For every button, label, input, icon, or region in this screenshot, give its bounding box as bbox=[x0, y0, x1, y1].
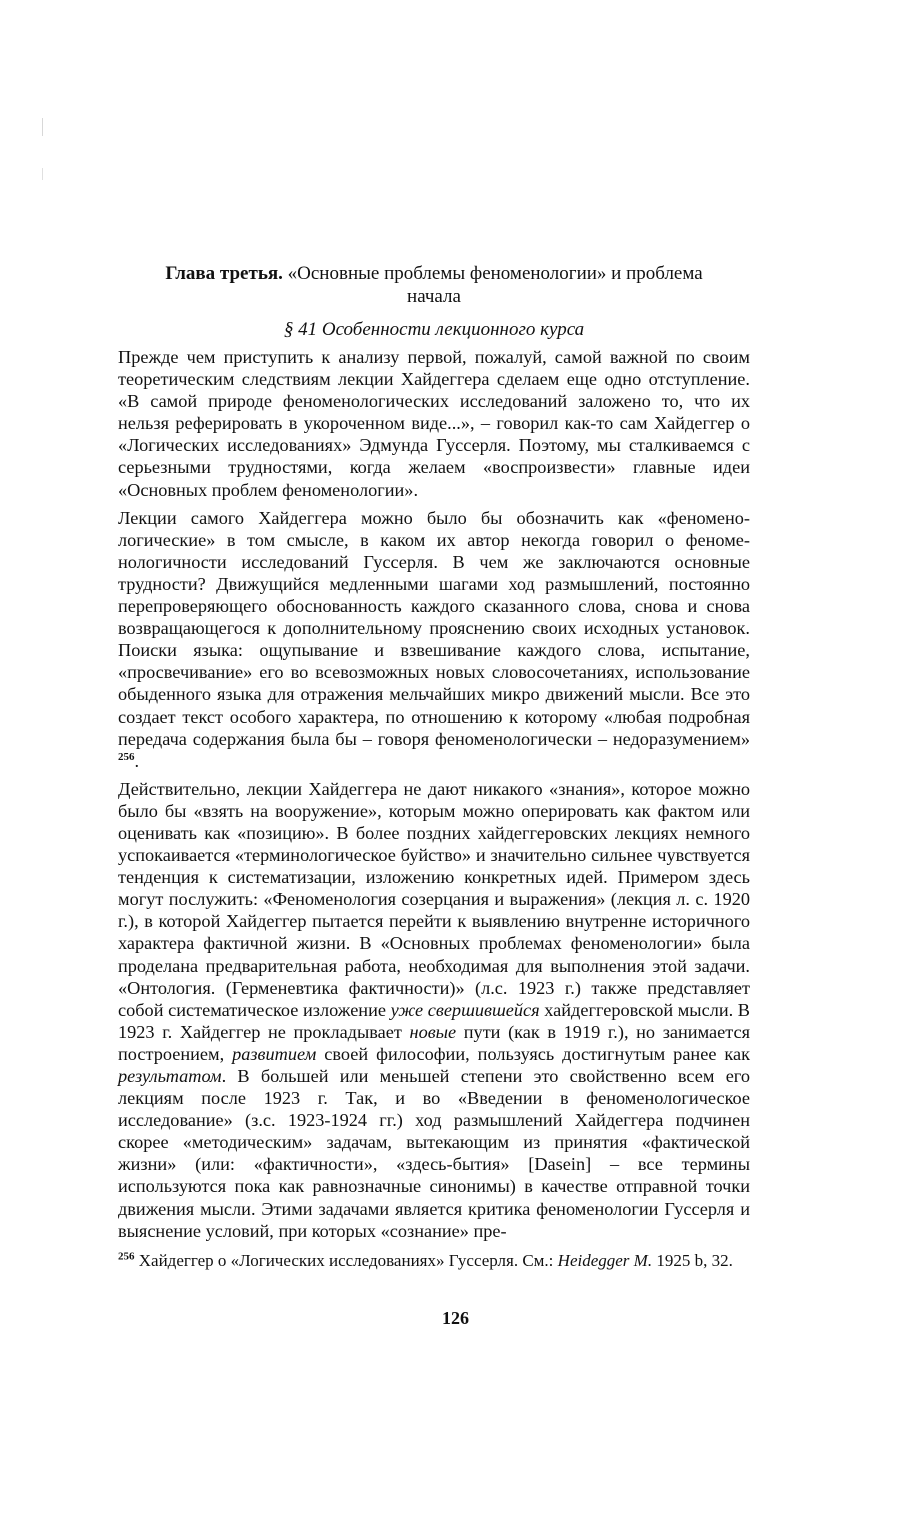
footnote-author: Heidegger M. bbox=[557, 1251, 653, 1270]
chapter-title-text: «Основные проблемы феноменологии» и проблема bbox=[287, 263, 703, 284]
paragraph-text: пути (как в 1919 г.), но занимается построением, bbox=[118, 1021, 751, 1064]
paragraph-text: хайдеггеровской мысли. В 1923 г. Хайдеггер не прокладывает bbox=[118, 999, 750, 1042]
paragraph bbox=[118, 507, 750, 772]
chapter-title bbox=[118, 262, 750, 308]
chapter-title-continuation: начала bbox=[407, 286, 461, 307]
emphasis: новые bbox=[409, 1021, 457, 1042]
page-number: 126 bbox=[442, 1308, 469, 1328]
paragraph bbox=[118, 778, 750, 1242]
paragraph-end: . bbox=[134, 750, 140, 771]
scan-speck bbox=[42, 118, 43, 136]
emphasis: результатом bbox=[118, 1066, 222, 1086]
footnote-reference: 1925 b, 32. bbox=[652, 1251, 733, 1270]
chapter-label: Глава третья. bbox=[165, 263, 283, 284]
footnote-rule bbox=[118, 1246, 268, 1247]
scan-speck bbox=[42, 168, 43, 180]
paragraph-text: своей философии, пользуясь достигнутым ранее как bbox=[316, 1043, 751, 1064]
paragraph-text: Действительно, лекции Хайдеггера не дают никакого «знания», которое можно было бы «взять на вооружение», которым можно оперировать как фактом или оценивать как «позицию». В более поздних хайдеггеровских лекциях немного успокаивается «терминологическое буйство» и значительно сильнее чувствуется тенденция к систематизации, изложению конкретных идей. Примером здесь могут послужить: «Феноменология созерцания и выражения» (лекция л. с. 1920 г.), в которой Хайдеггер пытается перейти к выявлению внутренне историчного характера фактичной жизни. В «Основных проблемах феноменологии» была проделана предварительная работа, необходимая для выполнения этой задачи. «Онтология. (Герменевтика фактичности)» (л.с. 1923 г.) также представляет собой систематическое изложение bbox=[118, 778, 750, 1020]
footnote-number: 256 bbox=[118, 1250, 135, 1263]
paragraph-text: Лекции самого Хайдеггера можно было бы обозначить как «феноменологические» в том смысле, в каком их автор некогда говорил о феноменологичности исследований Гуссерля. В чем же заключаются основные трудности? Движущийся медленными шагами ход размышлений, постоянно перепроверяющего обоснованность каждого сказанного слова, снова и снова возвращающегося к дополнительному прояснению своих исходных установок. Поиски языка: ощупывание и взвешивание каждого слова, испытание, «просвечивание» его во всевозможных новых словосочетаниях, использование обыденного языка для отражения мельчайших микро движений мысли. Все это создает текст особого характера, по отношению к которому «любая подробная передача содержания была бы – говоря феноменологически – недоразумением» bbox=[118, 507, 750, 749]
footnote bbox=[118, 1250, 750, 1271]
emphasis: развитием bbox=[232, 1043, 317, 1064]
footnote-text: Хайдеггер о «Логических исследованиях» Гуссерля. См.: bbox=[134, 1251, 558, 1270]
page-body bbox=[118, 262, 750, 1242]
paragraph: Прежде чем приступить к анализу первой, пожалуй, самой важной по своим теоретическим следствиям лекции Хайдеггера сделаем еще одно отступление. «В самой природе феноменологических исследований заложено то, что их нельзя реферировать в укороченном виде...», – говорил как-то сам Хайдеггер о «Логических исследованиях» Эдмунда Гуссерля. Поэтому, мы сталкиваемся с серьезными трудностями, когда желаем «воспроизвести» главные идеи «Основных проблем феноменологии». bbox=[118, 347, 750, 500]
emphasis: уже свершившейся bbox=[390, 999, 540, 1020]
footnote-marker: 256 bbox=[118, 750, 135, 763]
section-title: § 41 Особенности лекционного курса bbox=[283, 319, 585, 340]
paragraph-text: . В большей или меньшей степени это свойственно всем его лекциям после 1923 г. Так, и во «Введении в феноменологическое исследование» (з.с. 1923-1924 гг.) ход размышлений Хайдеггера подчинен скорее «методическим» задачам, вытекающим из принятия «фактической жизни» (или: «фактичности», «здесь-бытия» [Dasein] – все термины используются пока как равнозначные синонимы) в качестве отправной точки движения мысли. Этими задачами является критика феноменологии Гуссерля и выяснение условий, при которых «сознание» пре- bbox=[118, 1066, 750, 1241]
